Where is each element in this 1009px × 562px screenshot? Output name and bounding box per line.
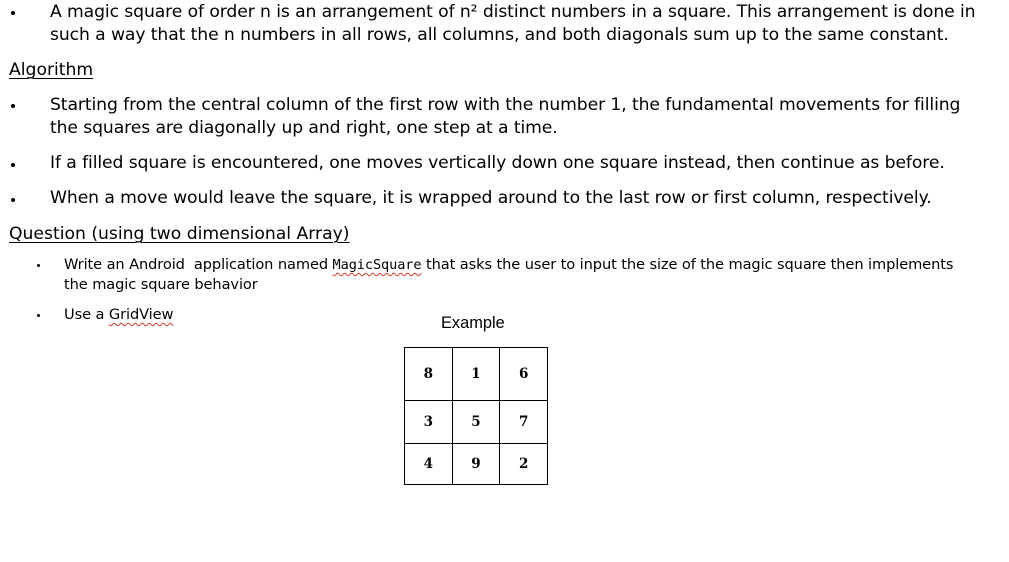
algorithm-item-1: [50, 94, 1005, 140]
intro-paragraph: [50, 1, 1005, 47]
grid-cell: 6: [500, 348, 548, 401]
grid-cell: 2: [500, 444, 548, 485]
grid-cell: 8: [405, 348, 453, 401]
bullet-icon: [11, 198, 15, 202]
grid-cell: 5: [452, 401, 500, 444]
grid-cell: 7: [500, 401, 548, 444]
algorithm-item-2: [50, 152, 1005, 175]
question-item-1-line-2: the magic square behavior: [64, 276, 258, 293]
bullet-icon: [11, 104, 15, 108]
question-item-1-line-1: [64, 255, 1004, 275]
algorithm-heading: Algorithm: [9, 60, 94, 80]
grid-cell: 4: [405, 444, 453, 485]
algorithm-item-3: [50, 187, 1005, 210]
algorithm-item-3-line-1: When a move would leave the square, it is wrapped around to the last row or first column, respectively.: [50, 188, 932, 208]
question-item-1: [64, 255, 1004, 295]
question-item-1-prefix: Write an Android application named: [64, 256, 333, 273]
question-heading: Question (using two dimensional Array): [9, 224, 350, 244]
intro-line-1: A magic square of order n is an arrangement of n² distinct numbers in a square. This arrangement is done in: [50, 2, 976, 22]
algorithm-item-2-line-1: If a filled square is encountered, one moves vertically down one square instead, then continue as before.: [50, 153, 945, 173]
grid-cell: 3: [405, 401, 453, 444]
grid-row: [405, 348, 548, 401]
question-item-2-prefix: Use a: [64, 306, 109, 323]
intro-line-2: such a way that the n numbers in all rows, all columns, and both diagonals sum up to the same constant.: [50, 25, 949, 45]
example-label: Example: [441, 314, 505, 332]
magic-square-grid: [404, 347, 548, 485]
gridview-term: GridView: [108, 306, 174, 323]
grid-cell: 1: [452, 348, 500, 401]
grid-cell: 9: [452, 444, 500, 485]
bullet-icon: [37, 264, 40, 267]
question-item-1-suffix: that asks the user to input the size of the magic square then implements: [421, 256, 954, 273]
grid-row: [405, 444, 548, 485]
bullet-icon: [11, 11, 15, 15]
bullet-icon: [11, 163, 15, 167]
magicsquare-code-term: MagicSquare: [332, 257, 422, 273]
algorithm-item-1-line-2: the squares are diagonally up and right, one step at a time.: [50, 118, 558, 138]
grid-row: [405, 401, 548, 444]
question-item-2: [64, 305, 464, 325]
algorithm-item-1-line-1: Starting from the central column of the first row with the number 1, the fundamental movements for filling: [50, 95, 961, 115]
bullet-icon: [37, 314, 40, 317]
